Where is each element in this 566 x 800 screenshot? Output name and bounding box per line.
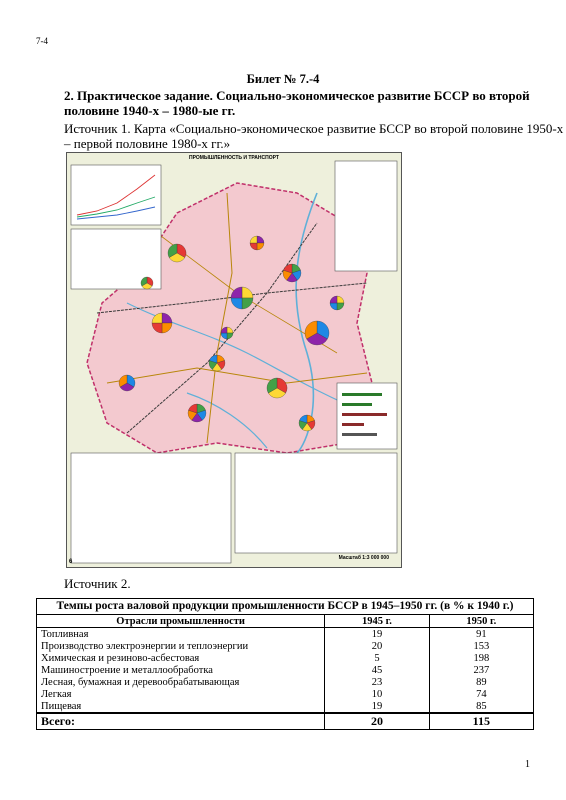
value-1950-cell: 74 <box>429 688 533 700</box>
map-figure-number: 6 <box>69 559 73 565</box>
value-1950-cell: 89 <box>429 676 533 688</box>
branch-cell: Химическая и резиново-асбестовая <box>37 652 325 664</box>
legend-inset-right <box>335 161 397 271</box>
legend-bar <box>342 393 382 396</box>
value-1945-cell: 20 <box>325 640 429 652</box>
legend-bar <box>342 433 377 436</box>
table-row <box>37 652 534 664</box>
industry-growth-table <box>36 598 534 730</box>
task-statement <box>36 88 564 118</box>
branch-cell: Лесная, бумажная и деревообрабатывающая <box>37 676 325 688</box>
ticket-title: Билет № 7.-4 <box>246 72 320 86</box>
value-1950-cell: 237 <box>429 664 533 676</box>
table-row <box>37 664 534 676</box>
branch-cell: Легкая <box>37 688 325 700</box>
header-branch: Отрасли промышленности <box>37 615 325 628</box>
legend-bar <box>342 423 364 426</box>
value-1945-cell: 19 <box>325 700 429 713</box>
value-1950-cell: 85 <box>429 700 533 713</box>
value-1950-cell: 91 <box>429 628 533 641</box>
source1-caption: Источник 1. Карта «Социально-экономическое развитие БССР во второй половине 1950-х – первой половине 1980-х гг.» <box>64 121 564 151</box>
table-row <box>37 640 534 652</box>
legend-bar <box>342 413 387 416</box>
header-1950: 1950 г. <box>429 615 533 628</box>
value-1945-cell: 45 <box>325 664 429 676</box>
task-prefix: 2. Практическое задание. <box>64 88 213 103</box>
branch-cell: Пищевая <box>37 700 325 713</box>
value-1950-cell: 198 <box>429 652 533 664</box>
branch-cell: Машиностроение и металлообработка <box>37 664 325 676</box>
value-1950-cell: 153 <box>429 640 533 652</box>
legend-bar <box>342 403 372 406</box>
branch-cell: Производство электроэнергии и теплоэнергии <box>37 640 325 652</box>
total-label: Всего: <box>37 713 325 730</box>
map-scale: Масштаб 1:3 000 000 <box>338 555 389 561</box>
task-topic: Социально-экономическое развитие БССР во второй половине 1940-х – 1980-ые гг. <box>64 88 530 118</box>
table-row <box>37 676 534 688</box>
page-number: 1 <box>525 759 530 770</box>
value-1945-cell: 19 <box>325 628 429 641</box>
value-1945-cell: 5 <box>325 652 429 664</box>
branch-cell: Топливная <box>37 628 325 641</box>
table-row <box>37 628 534 641</box>
corner-label: 7-4 <box>36 36 48 46</box>
table-caption: Темпы роста валовой продукции промышленности БССР в 1945–1950 гг. (в % к 1940 г.) <box>37 599 534 615</box>
map-image <box>66 152 402 568</box>
legend-bottom-right <box>235 453 397 553</box>
header-1945: 1945 г. <box>325 615 429 628</box>
map-graphic <box>67 153 401 567</box>
source2-label: Источник 2. <box>64 576 131 591</box>
map-heading: ПРОМЫШЛЕННОСТЬ И ТРАНСПОРТ <box>189 155 279 161</box>
total-1950: 115 <box>429 713 533 730</box>
total-row <box>37 713 534 730</box>
table-row <box>37 688 534 700</box>
value-1945-cell: 23 <box>325 676 429 688</box>
total-1945: 20 <box>325 713 429 730</box>
table-row <box>37 700 534 713</box>
legend-bottom-left <box>71 453 231 563</box>
value-1945-cell: 10 <box>325 688 429 700</box>
